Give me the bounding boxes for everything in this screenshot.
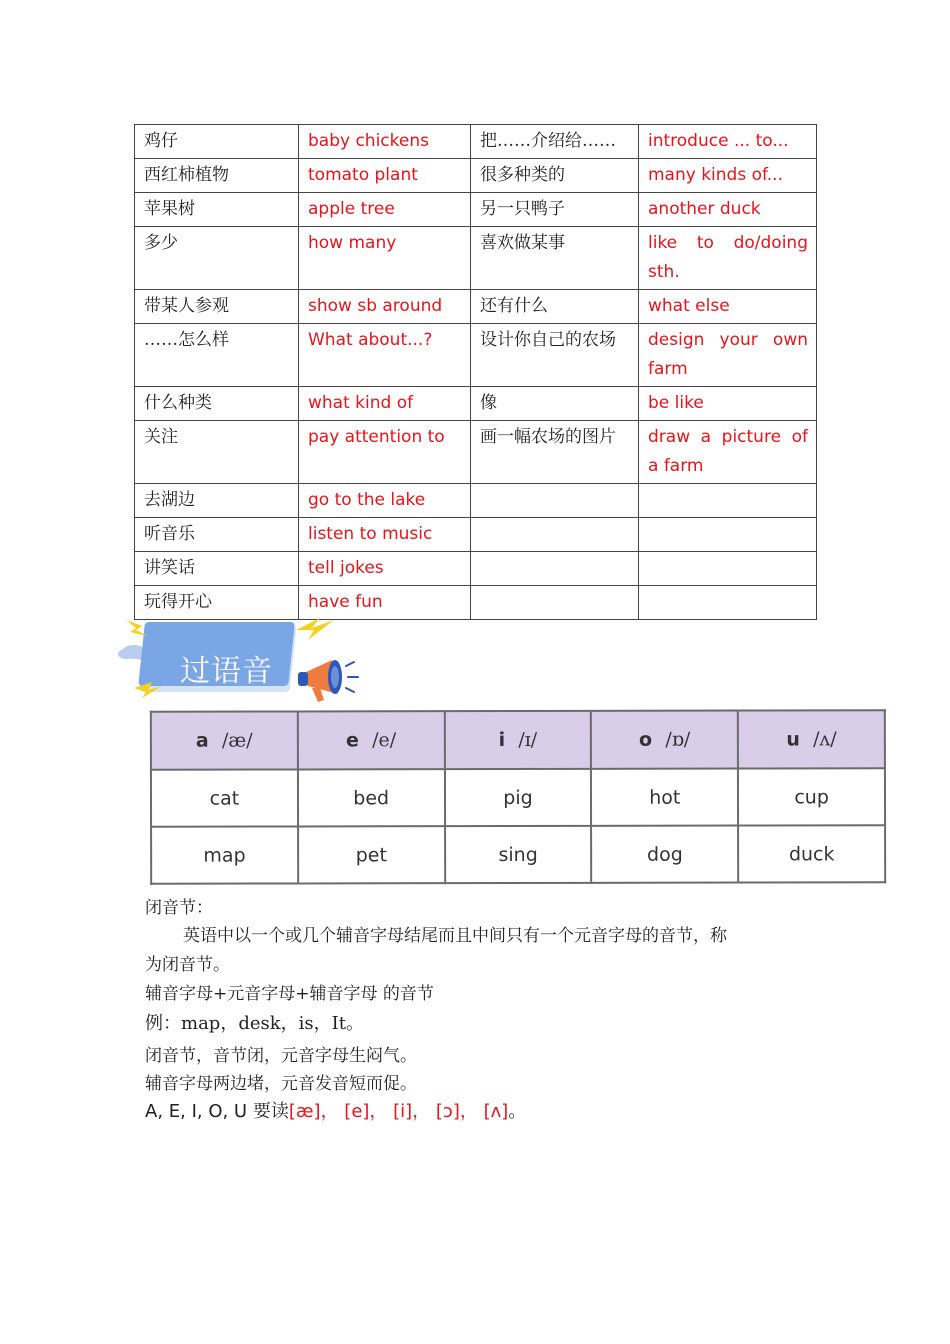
chinese-term: 另一只鸭子: [471, 193, 639, 227]
chinese-term: 带某人参观: [135, 290, 299, 324]
example-word: map: [151, 826, 298, 883]
english-term: show sb around: [299, 290, 471, 324]
english-term: draw a picture of a farm: [639, 421, 817, 484]
vocab-row: [135, 387, 817, 421]
vowel-sounds: [æ]， [e]， [i]， [ɔ]， [ʌ]: [288, 1101, 509, 1122]
chinese-term: 苹果树: [135, 193, 299, 227]
chinese-term: 画一幅农场的图片: [471, 421, 639, 484]
example-word: pig: [445, 769, 592, 826]
vowel-ipa: /æ/: [221, 729, 253, 752]
vowel-letter: u: [786, 728, 800, 751]
chinese-term: 像: [471, 387, 639, 421]
vocab-row: [135, 159, 817, 193]
rhyme-line-1: 闭音节，音节闭，元音字母生闷气。: [145, 1046, 417, 1066]
english-term: What about...?: [299, 324, 471, 387]
chinese-term: [471, 552, 639, 586]
vocab-row: [135, 324, 817, 387]
english-term: how many: [299, 227, 471, 290]
vowel-header: [738, 710, 885, 768]
vowel-letter: e: [345, 729, 359, 752]
example-word: cat: [151, 769, 298, 826]
english-term: [639, 484, 817, 518]
vowel-header: [591, 711, 738, 769]
chinese-term: 还有什么: [471, 290, 639, 324]
vocab-row: [135, 484, 817, 518]
chinese-term: 关注: [135, 421, 299, 484]
english-term: [639, 552, 817, 586]
chinese-term: 喜欢做某事: [471, 227, 639, 290]
english-term: apple tree: [299, 193, 471, 227]
english-term: another duck: [639, 193, 817, 227]
vocab-row: [135, 227, 817, 290]
english-term: go to the lake: [299, 484, 471, 518]
example-line: 例：map，desk，is，It。: [145, 1013, 364, 1034]
chinese-term: 听音乐: [135, 518, 299, 552]
english-term: like to do/doing sth.: [639, 227, 817, 290]
example-word: pet: [298, 826, 445, 883]
rhyme-line-2: 辅音字母两边堵，元音发音短而促。: [145, 1074, 417, 1094]
phonics-row: [151, 768, 885, 827]
vocab-row: [135, 125, 817, 159]
chinese-term: 西红柿植物: [135, 159, 299, 193]
vocab-row: [135, 421, 817, 484]
chinese-term: 设计你自己的农场: [471, 324, 639, 387]
english-term: introduce ... to...: [639, 125, 817, 159]
example-word: hot: [591, 769, 738, 826]
closed-syllable-heading: 闭音节：: [145, 898, 213, 918]
english-term: many kinds of...: [639, 159, 817, 193]
vowel-letter: i: [498, 729, 506, 752]
english-term: tell jokes: [299, 552, 471, 586]
english-term: listen to music: [299, 518, 471, 552]
chinese-term: 鸡仔: [135, 125, 299, 159]
vocab-row: [135, 552, 817, 586]
vowel-letters: A, E, I, O, U: [145, 1101, 248, 1122]
vowel-line-end: 。: [508, 1101, 527, 1122]
example-word: duck: [738, 825, 885, 882]
lightning-icon: [296, 618, 334, 640]
chinese-term: ……怎么样: [135, 324, 299, 387]
english-term: tomato plant: [299, 159, 471, 193]
chinese-term: 玩得开心: [135, 586, 299, 620]
vowel-ipa: /ɒ/: [665, 728, 691, 751]
example-word: dog: [591, 826, 738, 883]
example-word: bed: [298, 769, 445, 826]
vocab-row: [135, 518, 817, 552]
english-term: [639, 518, 817, 552]
vowel-letter: a: [195, 729, 209, 752]
vowel-sounds-line: [145, 1097, 526, 1123]
chinese-term: [471, 484, 639, 518]
english-term: design your own farm: [639, 324, 817, 387]
vowel-letter: o: [639, 728, 653, 751]
chinese-term: 多少: [135, 227, 299, 290]
chinese-term: 把……介绍给……: [471, 125, 639, 159]
chinese-term: 很多种类的: [471, 159, 639, 193]
english-term: have fun: [299, 586, 471, 620]
chinese-term: [471, 586, 639, 620]
chinese-term: [471, 518, 639, 552]
chinese-term: 讲笑话: [135, 552, 299, 586]
english-term: what kind of: [299, 387, 471, 421]
syllable-formula: 辅音字母+元音字母+辅音字母 的音节: [145, 984, 434, 1004]
english-term: [639, 586, 817, 620]
phonics-table: [150, 709, 886, 885]
english-term: be like: [639, 387, 817, 421]
definition-line-1: 英语中以一个或几个辅音字母结尾而且中间只有一个元音字母的音节，称: [183, 926, 727, 946]
vowel-ipa: /e/: [372, 729, 397, 752]
vocab-row: [135, 290, 817, 324]
english-term: pay attention to: [299, 421, 471, 484]
chinese-term: 去湖边: [135, 484, 299, 518]
megaphone-icon: [298, 660, 358, 702]
english-term: what else: [639, 290, 817, 324]
vowel-header: [298, 711, 445, 769]
vowel-header: [444, 711, 591, 769]
phonics-header-row: [151, 710, 885, 770]
vocab-row: [135, 193, 817, 227]
vocabulary-table: [134, 124, 817, 620]
vowel-ipa: /ɪ/: [518, 728, 538, 751]
chinese-term: 什么种类: [135, 387, 299, 421]
example-word: cup: [738, 768, 885, 825]
example-word: sing: [445, 826, 592, 883]
banner-title: 过语音: [180, 654, 273, 689]
vowel-header: [151, 711, 298, 769]
phonics-row: [151, 825, 885, 884]
definition-line-2: 为闭音节。: [145, 955, 230, 975]
english-term: baby chickens: [299, 125, 471, 159]
vowel-ipa: /ʌ/: [813, 728, 837, 751]
vowel-verb: 要读: [252, 1101, 289, 1122]
